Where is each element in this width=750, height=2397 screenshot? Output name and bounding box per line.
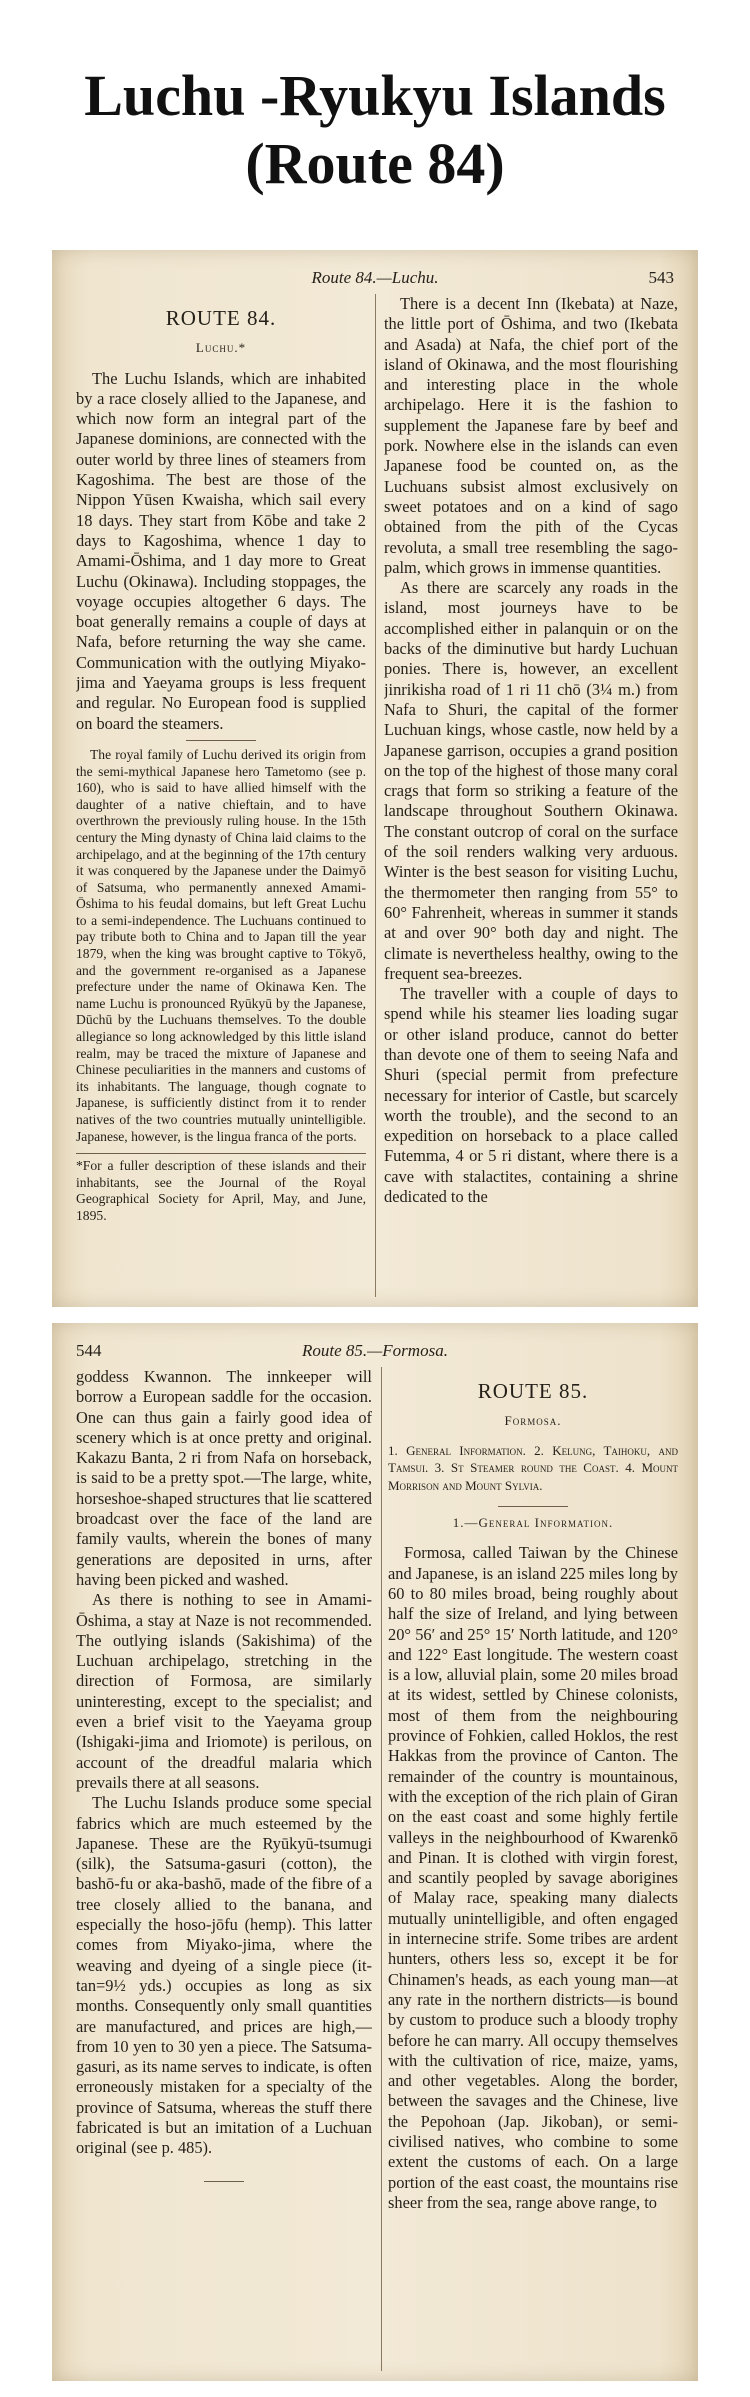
paragraph: There is a decent Inn (Ikebata) at Naze, the little port of Ōshima, and two (Ikebata and Asada) at Nafa, the chief port of the island of Okinawa, and the most flourishing and interesting place in the whole archipelago. Here it is the fashion to supplement the Japanese fare by beef and pork. Nowhere else in the islands can even Japanese food be counted on, as the Luchuans subsist almost exclusively on sweet potatoes and on a kind of sago obtained from the pith of the Cycas revoluta, a small tree resembling the sago-palm, which grows in immense quantities. [384, 294, 678, 577]
paragraph: The traveller with a couple of days to spend while his steamer lies loading sugar or other island produce, cannot do better than devote one of them to seeing Nafa and Shuri (special permit from prefecture necessary for interior of Castle, but scarcely worth the trouble), and the second to an expedition on horseback to a place called Futemma, 4 or 5 ri distant, where there is a cave with stalactites, containing a shrine dedicated to the [384, 984, 678, 1207]
right-column [384, 294, 678, 1297]
section-divider [186, 740, 256, 741]
book-page-543 [52, 250, 698, 1307]
book-page-544 [52, 1323, 698, 2381]
route-contents: 1. General Information. 2. Kelung, Taihoku, and Tamsui. 3. St Steamer round the Coast. 4. Mount Morrison and Mount Sylvia. [388, 1442, 678, 1493]
column-rule [381, 1367, 382, 2371]
section-title: 1.—General Information. [452, 1515, 614, 1531]
running-header [76, 1339, 674, 1363]
paragraph: As there is nothing to see in Amami-Ōshima, a stay at Naze is not recommended. The outlying islands (Sakishima) of the Luchuan archipelago, stretching in the direction of Formosa, are similarly uninteresting, except to the specialist; and even a brief visit to the Yaeyama group (Ishigaki-jima and Iriomote) is perilous, on account of the dreadful malaria which prevails there at all seasons. [76, 1590, 372, 1792]
paragraph: The Luchu Islands produce some special fabrics which are much esteemed by the Japanese. These are the Ryūkyū-tsumugi (silk), the Satsuma-gasuri (cotton), the bashō-fu or aka-bashō, made of the fibre of a tree closely allied to the banana, and especially the hoso-jōfu (hemp). This latter comes from Miyako-jima, where the weaving and dyeing of a single piece (it-tan=9½ yds.) occupies as long as six months. Consequently only small quantities are manufactured, and prices are high,—from 10 yen to 30 yen a piece. The Satsuma-gasuri, as its name serves to indicate, is often erroneously mistaken for a specialty of the province of Satsuma, whereas the stuff there fabricated is but an imitation of a Luchuan original (see p. 485). [76, 1793, 372, 2158]
left-column [76, 294, 366, 1297]
end-rule [204, 2181, 244, 2182]
route-heading: ROUTE 85. [477, 1379, 589, 1403]
column-rule [375, 294, 376, 1297]
paragraph: The Luchu Islands, which are inhabited by a race closely allied to the Japanese, and which now form an integral part of the Japanese dominions, are connected with the outer world by three lines of steamers from Kagoshima. The best are those of the Nippon Yūsen Kwaisha, which sail every 18 days. They start from Kōbe and take 2 days to Kagoshima, whence 1 day to Amami-Ōshima, and 1 day more to Great Luchu (Okinawa). Including stoppages, the voyage occupies altogether 6 days. The boat generally remains a couple of days at Nafa, before returning the way she came. Communication with the outlying Miyako-jima and Yaeyama groups is less frequent and regular. No European food is supplied on board the steamers. [76, 368, 366, 733]
title-line-2: (Route 84) [245, 131, 505, 196]
route-subheading: Luchu.* [195, 340, 247, 356]
document-title [0, 62, 750, 198]
running-title: Route 84.—Luchu. [311, 268, 439, 287]
section-divider [498, 1506, 568, 1507]
paragraph: As there are scarcely any roads in the island, most journeys have to be accomplished either in palanquin or on the backs of the diminutive but hardy Luchuan ponies. There is, however, an excellent jinrikisha road of 1 ri 11 chō (3¼ m.) from Nafa to Shuri, the capital of the former Luchuan kings, whose castle, now held by a Japanese garrison, occupies a grand position on the top of the highest of those many coral crags that form so striking a feature of the landscape throughout Southern Okinawa. The constant outcrop of coral on the surface of the soil renders walking very arduous. Winter is the best season for visiting Luchu, the thermometer then ranging from 55° to 60° Fahrenheit, whereas in summer it stands at and over 90° both day and night. The climate is nevertheless healthy, owing to the frequent sea-breezes. [384, 578, 678, 983]
right-column [388, 1367, 678, 2371]
paragraph-small: The royal family of Luchu derived its origin from the semi-mythical Japanese hero Tametomo (see p. 160), who is said to have allied himself with the daughter of a native chieftain, and to have overthrown the previously ruling house. In the 15th century the Ming dynasty of China laid claims to the archipelago, and at the beginning of the 17th century it was conquered by the Japanese under the Daimyō of Satsuma, who permanently annexed Amami-Ōshima to his feudal domains, but left Great Luchu to a semi-independence. The Luchuans continued to pay tribute both to China and to Japan till the year 1879, when the king was brought captive to Tōkyō, and the government re-organised as a Japanese prefecture under the name of Okinawa Ken. The name Luchu is pronounced Ryūkyū by the Japanese, Dūchū by the Luchuans themselves. To the double allegiance so long acknowledged by this little island realm, may be traced the mixture of Japanese and Chinese peculiarities in the manners and customs of its inhabitants. The language, though cognate to Japanese, is sufficiently distinct from it to render natives of the two countries mutually unintelligible. Japanese, however, is the lingua franca of the ports. [76, 746, 366, 1144]
route-heading: ROUTE 84. [165, 306, 277, 330]
running-title: Route 85.—Formosa. [302, 1341, 448, 1360]
page-number: 543 [648, 268, 674, 287]
paragraph: Formosa, called Taiwan by the Chinese and Japanese, is an island 225 miles long by 60 to 80 miles broad, being roughly about half the size of Ireland, and lying between 20° 56′ and 25° 15′ North latitude, and 120° and 122° East longitude. The western coast is a low, alluvial plain, some 20 miles broad at its widest, settled by Chinese colonists, most of them from the neighbouring province of Fohkien, called Hoklos, the rest Hakkas from the province of Canton. The remainder of the country is mountainous, with the exception of the rich plain of Giran on the east coast and some highly fertile valleys in the neighbourhood of Kwarenkō and Pinan. It is clothed with virgin forest, and scantily peopled by savage aborigines of Malay race, speaking many dialects mutually unintelligible, and often engaged in internecine strife. Some tribes are ardent hunters, others less so, except it be for Chinamen's heads, as each young man—at any rate in the northern districts—is bound by custom to produce such a bloody trophy before he can marry. All occupy themselves with the cultivation of rice, maize, yams, and other vegetables. Along the border, between the savages and the Chinese, live the Pepohoan (Jap. Jikoban), or semi-civilised natives, who combine to some extent the customs of each. On a large portion of the east coast, the mountains rise sheer from the sea, range above range, to [388, 1543, 678, 2212]
title-line-1: Luchu -Ryukyu Islands [84, 63, 666, 128]
page-number: 544 [76, 1341, 102, 1360]
left-column [76, 1367, 372, 2371]
running-header [76, 266, 674, 290]
paragraph: goddess Kwannon. The innkeeper will borrow a European saddle for the occasion. One can thus gain a fairly good idea of scenery which is at once pretty and original. Kakazu Banta, 2 ri from Nafa on horseback, is said to be a pretty spot.—The large, white, horseshoe-shaped structures that lie scattered broadcast over the face of the land are family vaults, wherein the bones of many generations are deposited in urns, after having been picked and washed. [76, 1367, 372, 1589]
route-subheading: Formosa. [504, 1413, 562, 1429]
footnote: *For a fuller description of these islands and their inhabitants, see the Journal of the Royal Geographical Society for April, May, and June, 1895. [76, 1153, 366, 1224]
